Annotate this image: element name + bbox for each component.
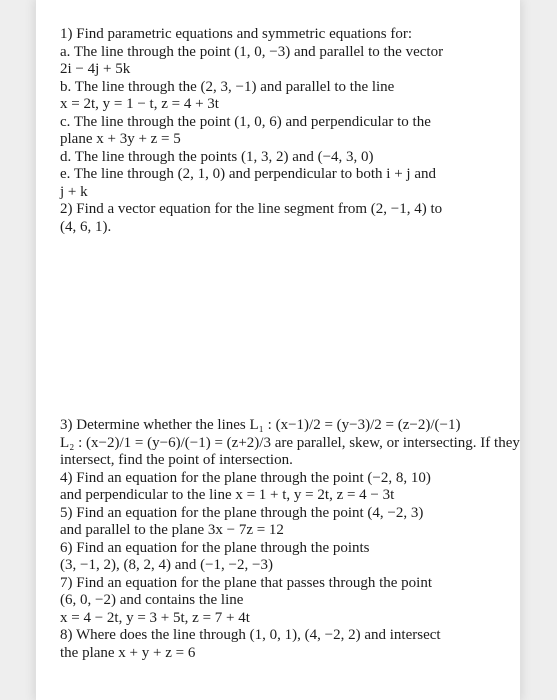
text-line: x = 2t, y = 1 − t, z = 4 + 3t <box>60 96 219 112</box>
text-line: (6, 0, −2) and contains the line <box>60 592 244 608</box>
text-line: 8) Where does the line through (1, 0, 1), (4, −2, 2) and intersect <box>60 627 441 643</box>
questions-1-2 <box>60 26 510 236</box>
text-line: plane x + 3y + z = 5 <box>60 131 181 147</box>
text-line: d. The line through the points (1, 3, 2) and (−4, 3, 0) <box>60 148 374 165</box>
text-line: 5) Find an equation for the plane through the point (4, −2, 3) <box>60 504 424 521</box>
text-line: 2) Find a vector equation for the line segment from (2, −1, 4) to <box>60 201 443 217</box>
text-line: 1) Find parametric equations and symmetric equations for: <box>60 26 412 42</box>
text-line: 7) Find an equation for the plane that passes through the point <box>60 574 433 591</box>
text-line: 3) Determine whether the lines L₁ : (x−1)/2 = (y−3)/2 = (z−2)/(−1) <box>60 417 461 433</box>
text-line: j + k <box>60 183 88 200</box>
text-line: and parallel to the plane 3x − 7z = 12 <box>60 522 284 538</box>
text-line: (3, −1, 2), (8, 2, 4) and (−1, −2, −3) <box>60 557 273 573</box>
text-line: x = 4 − 2t, y = 3 + 5t, z = 7 + 4t <box>60 609 250 626</box>
questions-3-8 <box>60 417 520 662</box>
text-line: and perpendicular to the line x = 1 + t, y = 2t, z = 4 − 3t <box>60 487 395 503</box>
worksheet-page <box>36 0 520 700</box>
text-line: the plane x + y + z = 6 <box>60 644 196 661</box>
text-line: (4, 6, 1). <box>60 218 112 235</box>
text-line: b. The line through the (2, 3, −1) and parallel to the line <box>60 78 395 95</box>
text-line: e. The line through (2, 1, 0) and perpendicular to both i + j and <box>60 166 437 182</box>
text-line: 6) Find an equation for the plane through the points <box>60 539 370 556</box>
text-line: c. The line through the point (1, 0, 6) and perpendicular to the <box>60 113 431 130</box>
text-line: 2i − 4j + 5k <box>60 61 131 77</box>
text-line: L₂ : (x−2)/1 = (y−6)/(−1) = (z+2)/3 are parallel, skew, or intersecting. If they <box>60 434 520 451</box>
text-line: 4) Find an equation for the plane through the point (−2, 8, 10) <box>60 469 431 486</box>
text-line: a. The line through the point (1, 0, −3) and parallel to the vector <box>60 43 444 60</box>
text-line: intersect, find the point of intersection. <box>60 452 293 468</box>
